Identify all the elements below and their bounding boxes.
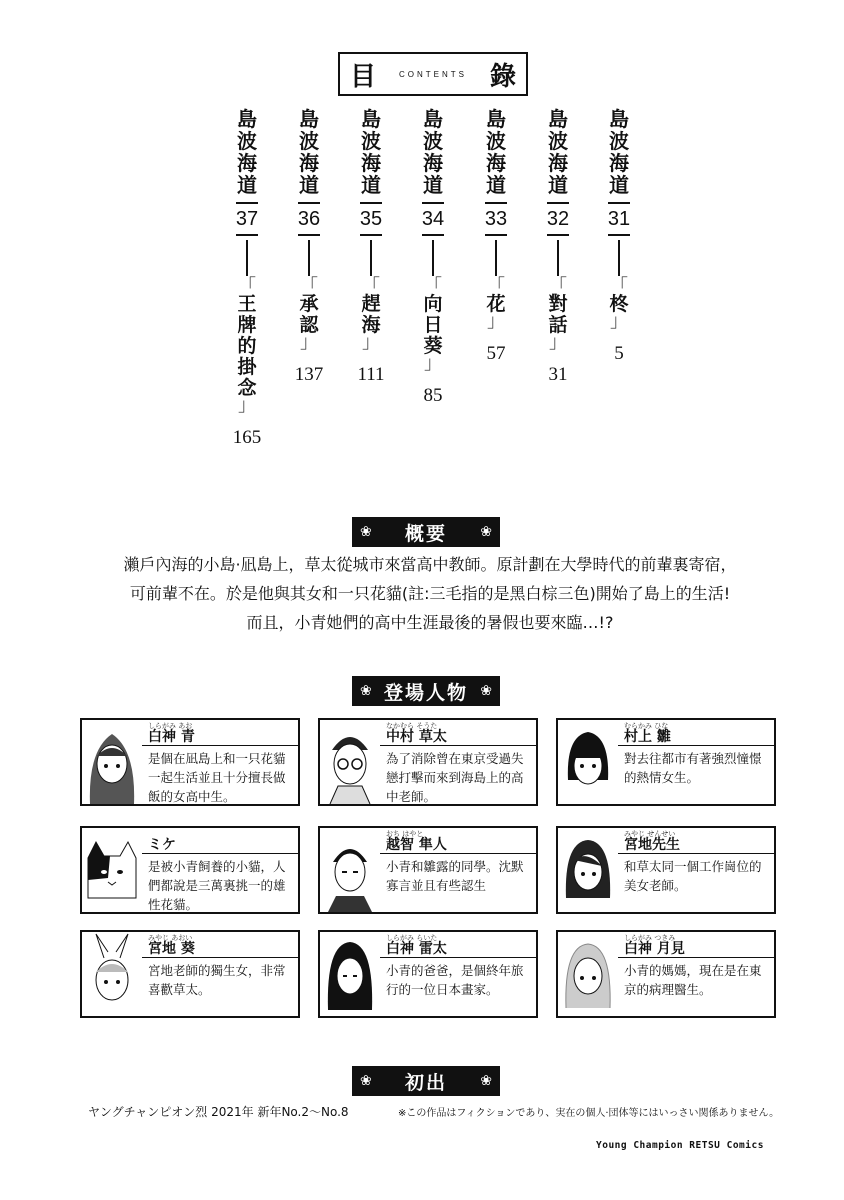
chapter-title: 對話 (548, 293, 568, 336)
dash-line (246, 240, 248, 276)
bracket-close: 」 (238, 395, 256, 416)
character-portrait (558, 720, 618, 804)
chapter-page: 85 (423, 385, 443, 406)
character-name: 白神 雷太 (386, 941, 447, 957)
character-card (80, 718, 300, 806)
divider (485, 234, 507, 236)
character-card (318, 718, 538, 806)
character-name: 宮地先生 (624, 837, 680, 853)
series-title: 島波海道 (548, 107, 568, 197)
divider (608, 202, 630, 204)
chapter-title: 承認 (299, 293, 319, 336)
character-card (318, 826, 538, 914)
summary-text (90, 550, 770, 637)
character-name: 白神 月見 (624, 941, 685, 957)
chapter-entry (474, 108, 518, 365)
character-description: 小青和雛露的同學。沈默寡言並且有些認生 (386, 859, 524, 893)
divider (547, 202, 569, 204)
character-portrait (558, 932, 618, 1016)
chapter-page: 137 (294, 364, 324, 385)
character-description: 小青的爸爸，是個終年旅行的一位日本畫家。 (386, 963, 524, 997)
bracket-open: 「 (424, 276, 442, 297)
character-portrait (320, 720, 380, 804)
paw-icon: ❀ (360, 683, 372, 699)
character-portrait (320, 828, 380, 912)
chapter-number: 32 (546, 208, 570, 230)
character-ruby: しらがみ らいた (386, 934, 438, 942)
bracket-close: 」 (424, 353, 442, 374)
paw-icon: ❀ (480, 524, 492, 540)
summary-line: 瀨戶內海的小島·凪島上，草太從城市來當高中教師。原計劃在大學時代的前輩裏寄宿， (123, 555, 737, 574)
character-name: 白神 青 (148, 729, 195, 745)
first-pub-title: 初出 (404, 1071, 447, 1094)
chapter-title: 柊 (609, 293, 629, 315)
contents-header (338, 52, 528, 96)
bracket-close: 」 (549, 332, 567, 353)
series-title: 島波海道 (361, 107, 381, 197)
chapter-entry (287, 108, 331, 386)
chapter-page: 57 (486, 343, 506, 364)
divider (298, 202, 320, 204)
first-pub-heading (352, 1066, 500, 1096)
divider (485, 202, 507, 204)
chapter-page: 5 (614, 343, 624, 364)
summary-line: 可前輩不在。於是他與其女和一只花貓(註:三毛指的是黑白棕三色)開始了島上的生活! (129, 584, 731, 603)
chapter-page: 165 (232, 427, 262, 448)
character-name: ミケ (148, 837, 176, 853)
divider (298, 234, 320, 236)
character-name: 村上 雛 (624, 729, 671, 745)
character-card (80, 826, 300, 914)
character-card (80, 930, 300, 1018)
series-title: 島波海道 (237, 107, 257, 197)
dash-line (495, 240, 497, 276)
bracket-close: 」 (487, 311, 505, 332)
bracket-open: 「 (300, 276, 318, 297)
divider (360, 202, 382, 204)
bracket-open: 「 (238, 276, 256, 297)
character-ruby: おち はやと (386, 830, 424, 838)
chapter-number: 34 (421, 208, 445, 230)
chapter-page: 31 (548, 364, 568, 385)
contents-char-right: 錄 (489, 61, 516, 92)
chapter-number: 31 (607, 208, 631, 230)
chapter-entry (597, 108, 641, 365)
chapter-entry (536, 108, 580, 386)
divider (360, 234, 382, 236)
character-description: 對去往都市有著強烈憧憬的熱情女生。 (624, 751, 762, 785)
paw-icon: ❀ (360, 1073, 372, 1089)
chapter-title: 花 (486, 293, 506, 315)
character-card (556, 826, 776, 914)
series-title: 島波海道 (423, 107, 443, 197)
chapter-list (225, 108, 645, 458)
chapter-number: 35 (359, 208, 383, 230)
character-ruby: むらかみ ひな (624, 722, 669, 730)
chapter-title: 趕海 (361, 293, 381, 336)
paw-icon: ❀ (360, 524, 372, 540)
fiction-notice: ※この作品はフィクションであり、実在の個人·団体等にはいっさい関係ありません。 (398, 1108, 780, 1119)
character-ruby: みやじ せんせい (624, 830, 676, 838)
character-ruby: しらがみ つきみ (624, 934, 676, 942)
bracket-open: 「 (610, 276, 628, 297)
bracket-close: 」 (610, 311, 628, 332)
character-name: 越智 隼人 (386, 837, 447, 853)
character-portrait (82, 932, 142, 1016)
paw-icon: ❀ (480, 1073, 492, 1089)
divider (608, 234, 630, 236)
character-portrait (558, 828, 618, 912)
dash-line (557, 240, 559, 276)
character-ruby: しらがみ あお (148, 722, 193, 730)
divider (236, 202, 258, 204)
character-description: 宮地老師的獨生女，非常喜歡草太。 (148, 963, 286, 997)
character-card (556, 718, 776, 806)
character-ruby: みやじ あおい (148, 934, 193, 942)
chapter-title: 王牌的掛念 (237, 293, 257, 399)
contents-label: CONTENTS (399, 69, 467, 79)
first-pub-source: ヤングチャンピオン烈 2021年 新年No.2～No.8 (88, 1105, 349, 1119)
divider (547, 234, 569, 236)
chapter-entry (225, 108, 269, 449)
chapter-number: 37 (235, 208, 259, 230)
bracket-open: 「 (362, 276, 380, 297)
paw-icon: ❀ (480, 683, 492, 699)
chapter-page: 111 (357, 364, 385, 385)
divider (422, 234, 444, 236)
bracket-open: 「 (549, 276, 567, 297)
contents-char-left: 目 (350, 61, 377, 92)
characters-title: 登場人物 (383, 681, 468, 704)
character-card (556, 930, 776, 1018)
chapter-entry (411, 108, 455, 407)
bracket-close: 」 (300, 332, 318, 353)
summary-line: 而且，小青她們的高中生涯最後的暑假也要來臨…!? (246, 613, 614, 632)
dash-line (432, 240, 434, 276)
chapter-title: 向日葵 (423, 293, 443, 357)
summary-title: 概要 (404, 522, 447, 545)
character-description: 是被小青飼養的小貓，人們都說是三萬裏挑一的雄性花貓。 (148, 859, 286, 912)
character-description: 為了消除曾在東京受過失戀打擊而來到海島上的高中老師。 (386, 751, 524, 804)
imprint-label: Young Champion RETSU Comics (596, 1140, 764, 1151)
chapter-entry (349, 108, 393, 386)
bracket-open: 「 (487, 276, 505, 297)
character-card (318, 930, 538, 1018)
character-ruby: なかむら そうた (386, 722, 438, 730)
dash-line (618, 240, 620, 276)
character-description: 是個在凪島上和一只花貓一起生活並且十分擅長做飯的女高中生。 (148, 751, 286, 804)
chapter-number: 33 (484, 208, 508, 230)
character-description: 小青的媽媽，現在是在東京的病理醫生。 (624, 963, 762, 997)
dash-line (308, 240, 310, 276)
character-description: 和草太同一個工作崗位的美女老師。 (624, 859, 762, 893)
character-portrait (82, 828, 142, 912)
characters-heading (352, 676, 500, 706)
series-title: 島波海道 (486, 107, 506, 197)
character-portrait (82, 720, 142, 804)
bracket-close: 」 (362, 332, 380, 353)
series-title: 島波海道 (609, 107, 629, 197)
character-portrait (320, 932, 380, 1016)
character-name: 中村 草太 (386, 729, 447, 745)
dash-line (370, 240, 372, 276)
character-name: 宮地 葵 (148, 941, 195, 957)
divider (236, 234, 258, 236)
summary-heading (352, 517, 500, 547)
series-title: 島波海道 (299, 107, 319, 197)
chapter-number: 36 (297, 208, 321, 230)
divider (422, 202, 444, 204)
